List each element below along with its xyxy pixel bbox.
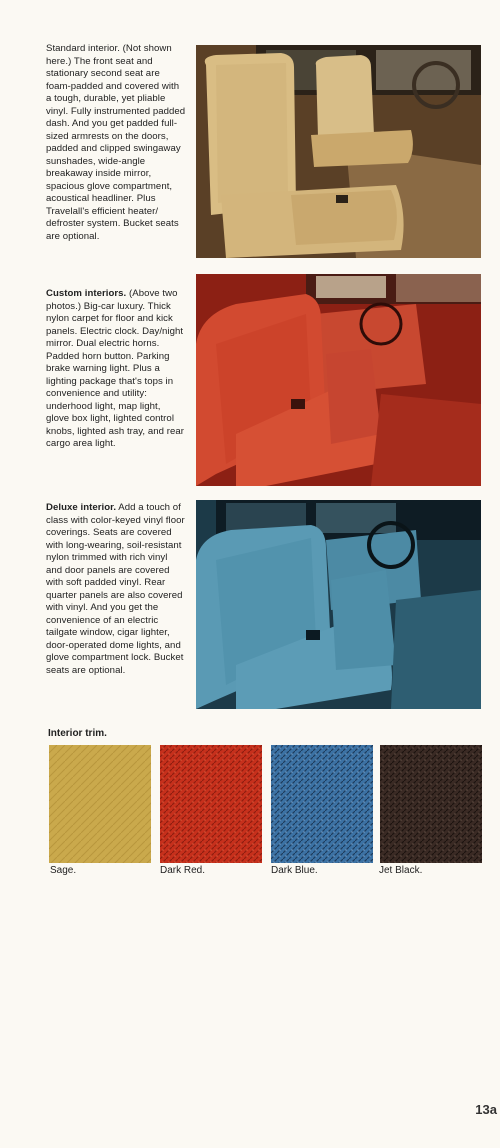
page-number: 13a	[475, 1102, 497, 1117]
interior-trim-heading: Interior trim.	[48, 728, 107, 739]
deluxe-interior-text	[46, 502, 186, 677]
deluxe-interior-body: Add a touch of class with color-keyed vinyl floor coverings. Seats are covered with long-wearing, soil-resistant nylon trimmed with rich vinyl and door panels are covered with soft padded vinyl. Rear quarter panels are also covered with vinyl. And you get the convenience of an electric tailgate window, cigar lighter, door-operated dome lights, and glove compartment lock. Bucket seats are optional.	[46, 502, 185, 676]
swatch-label-dark-blue: Dark Blue.	[271, 865, 318, 876]
deluxe-interior-photo	[196, 500, 481, 709]
swatch-dark-blue	[271, 745, 373, 863]
standard-interior-photo	[196, 45, 481, 258]
swatch-jet-black	[380, 745, 482, 863]
swatch-label-jet-black: Jet Black.	[379, 865, 423, 876]
swatch-label-dark-red: Dark Red.	[160, 865, 206, 876]
custom-interiors-body: (Above two photos.) Big-car luxury. Thick nylon carpet for floor and kick panels. Electric clock. Day/night mirror. Dual electric horns. Padded horn button. Parking brake warning light. Plus a lighting package that's tops in convenience and utility: underhood light, map light, glove box light, lighted control knobs, lighted ash tray, and rear cargo area light.	[46, 288, 184, 449]
swatch-dark-red	[160, 745, 262, 863]
deluxe-interior-lead: Deluxe interior.	[46, 502, 117, 513]
custom-interiors-lead: Custom interiors.	[46, 288, 127, 299]
standard-interior-body: Standard interior. (Not shown here.) The front seat and stationary second seat are foam-padded and covered with a tough, durable, yet pliable vinyl. Fully instrumented padded dash. And you get padded full-sized armrests on the doors, padded and clipped swingaway sunshades, wide-angle breakaway inside mirror, spacious glove compartment, acoustical headliner. Plus Travelall's efficient heater/ defroster system. Bucket seats are optional.	[46, 43, 186, 242]
swatch-label-sage: Sage.	[50, 865, 77, 876]
custom-interiors-text	[46, 288, 186, 451]
custom-interiors-photo	[196, 274, 481, 486]
standard-interior-text	[46, 43, 186, 243]
swatch-sage	[49, 745, 151, 863]
